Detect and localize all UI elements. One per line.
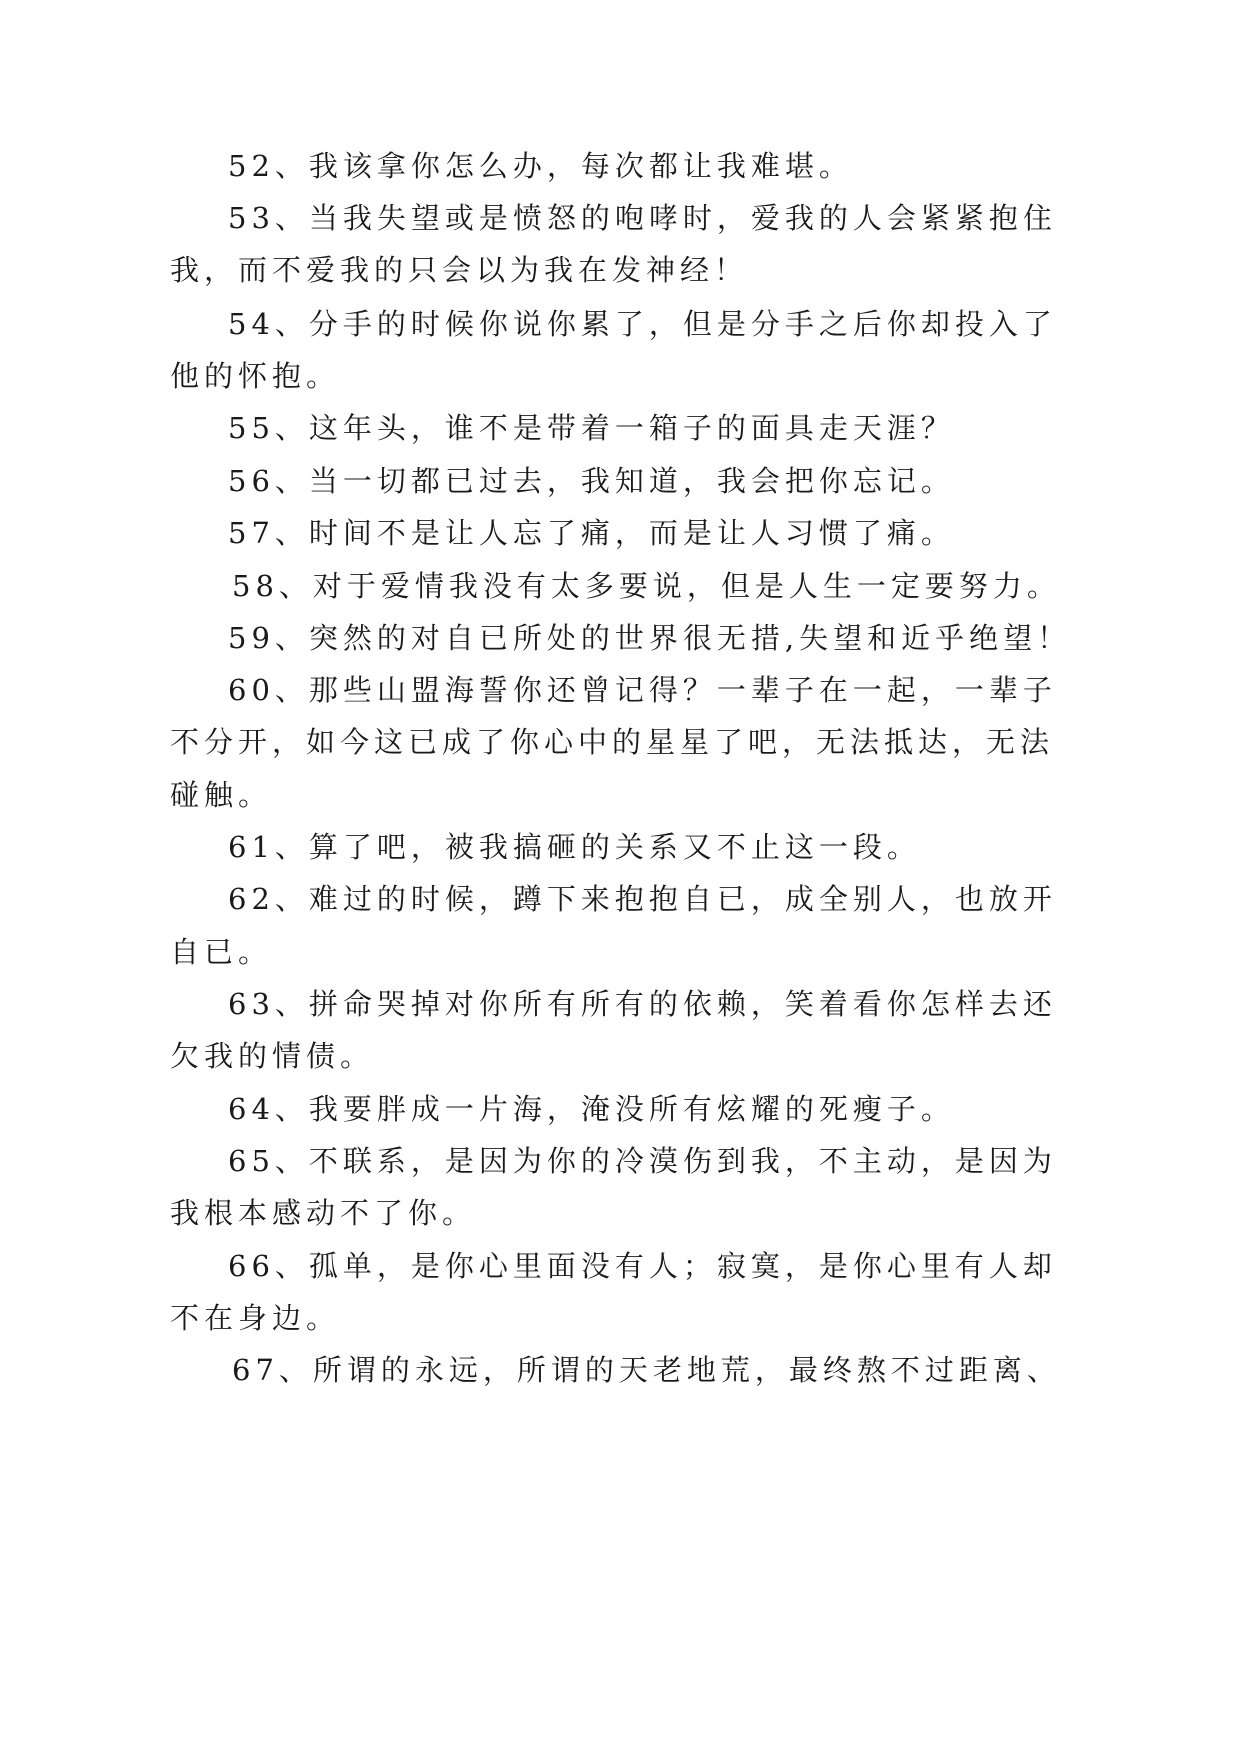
text-line: 64、我要胖成一片海，淹没所有炫耀的死瘦子。 [228, 1092, 955, 1126]
text-line: 57、时间不是让人忘了痛，而是让人习惯了痛。 [228, 516, 955, 550]
text-line: 63、拼命哭掉对你所有所有的依赖，笑着看你怎样去还 [228, 987, 1057, 1021]
text-line: 56、当一切都已过去，我知道，我会把你忘记。 [228, 464, 955, 498]
text-line: 不分开，如今这已成了你心中的星星了吧，无法抵达，无法 [170, 725, 1055, 759]
text-line: 不在身边。 [170, 1301, 341, 1335]
text-line: 自已。 [170, 935, 273, 969]
text-line: 58、对于爱情我没有太多要说，但是人生一定要努力。 [232, 569, 1061, 603]
text-line: 我根本感动不了你。 [170, 1196, 477, 1230]
text-line: 66、孤单，是你心里面没有人；寂寞，是你心里有人却 [228, 1249, 1057, 1283]
text-line: 62、难过的时候，蹲下来抱抱自已，成全别人，也放开 [228, 882, 1057, 916]
text-line: 52、我该拿你怎么办，每次都让我难堪。 [228, 149, 853, 183]
text-line: 碰触。 [170, 778, 273, 812]
text-line: 67、所谓的永远，所谓的天老地荒，最终熬不过距离、 [232, 1353, 1061, 1387]
text-line: 60、那些山盟海誓你还曾记得？一辈子在一起，一辈子 [228, 673, 1057, 707]
text-line: 我，而不爱我的只会以为我在发神经！ [170, 253, 749, 287]
text-line: 欠我的情债。 [170, 1039, 375, 1073]
text-line: 61、算了吧，被我搞砸的关系又不止这一段。 [228, 830, 921, 864]
text-line: 53、当我失望或是愤怒的咆哮时，爱我的人会紧紧抱住 [228, 201, 1057, 235]
text-line: 65、不联系，是因为你的冷漠伤到我，不主动，是因为 [228, 1144, 1057, 1178]
text-line: 他的怀抱。 [170, 359, 341, 393]
text-line: 55、这年头，谁不是带着一箱子的面具走天涯？ [228, 411, 955, 445]
text-line: 59、突然的对自已所处的世界很无措,失望和近乎绝望！ [228, 621, 1072, 655]
text-line: 54、分手的时候你说你累了，但是分手之后你却投入了 [228, 307, 1057, 341]
